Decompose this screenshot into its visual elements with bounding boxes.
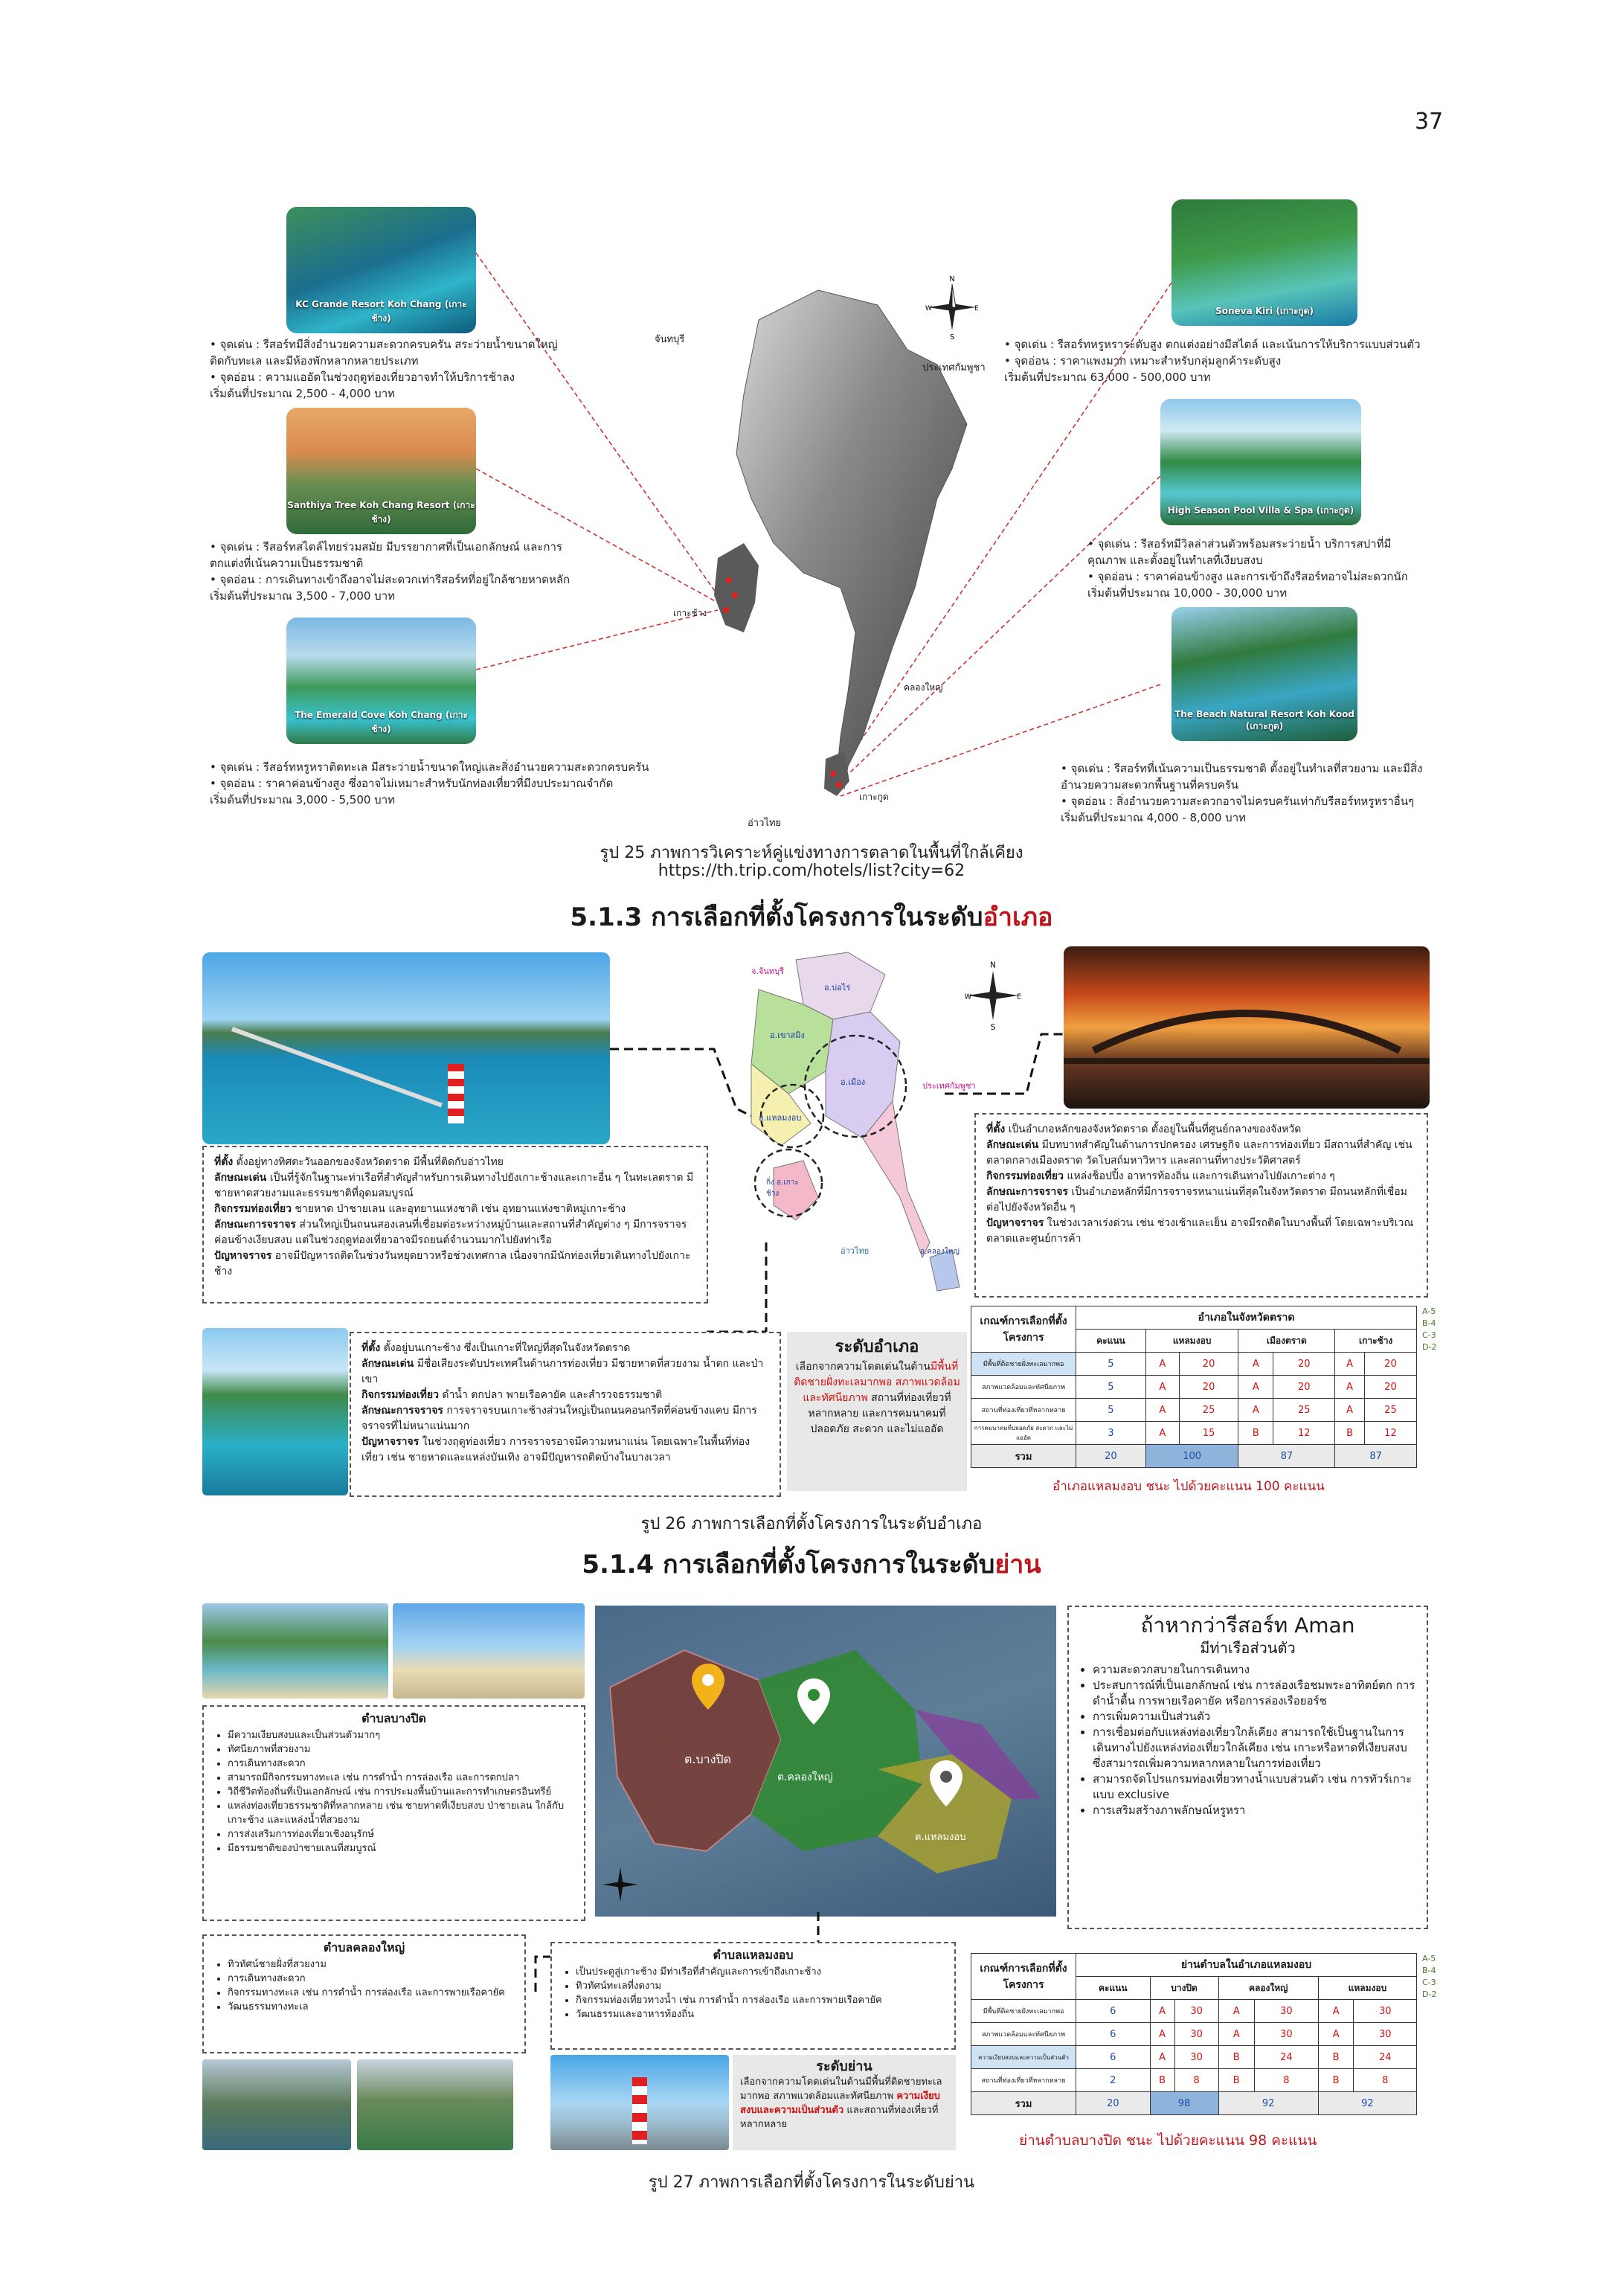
resort-photo-soneva-kiri <box>1172 199 1357 326</box>
section-heading-514: 5.1.4 การเลือกที่ตั้งโครงการในระดับย่าน <box>582 1550 1041 1580</box>
aman-private-pier-box: ถ้าหากว่ารีสอร์ท Aman มีท่าเรือส่วนตัว • ความสะดวกสบายในการเดินทาง • ประสบการณ์ที่เป็นเอกลักษณ์ เช่น การล่องเรือชมพระอาทิตย์ตก การดำน้ำตื้น การพายเรือคายัค หรือการล่องเรือยอร์ช • การเพิ่มความเป็นส่วนตัว • การเชื่อมต่อกับแหล่งท่องเที่ยวใกล้เคียง สามารถใช้เป็นฐานในการเดินทางไปยังแหล่งท่องเที่ยวใกล้เคียง เช่น เกาะหรือหาดที่เงียบสงบ ซึ่งสามารถเพิ่มความหลากหลายในการท่องเที่ยว • สามารถจัดโปรแกรมท่องเที่ยวทางน้ำแบบส่วนตัว เช่น การทัวร์เกาะแบบ exclusive • การเสริมสร้างภาพลักษณ์หรูหรา <box>1067 1606 1428 1929</box>
ko-chang-photo <box>202 1328 348 1495</box>
subdistrict-info-bang-pid: ตำบลบางปิด • มีความเงียบสงบและเป็นส่วนตัวมากๆ • ทัศนียภาพที่สวยงาม • การเดินทางสะดวก • สามารถมีกิจกรรมทางทะเล เช่น การดำน้ำ การล่องเรือ และการตกปลา • วิถีชีวิตท้องถิ่นที่เป็นเอกลักษณ์ เช่น การประมงพื้นบ้านและการทำเกษตรอินทรีย์ • แหล่งท่องเที่ยวธรรมชาติที่หลากหลาย เช่น ชายหาดที่เงียบสงบ ป่าชายเลน ใกล้กับเกาะช้าง และแหล่งน้ำที่สวยงาม • การส่งเสริมการท่องเที่ยวเชิงอนุรักษ์ • มีธรรมชาติของป่าชายเลนที่สมบูรณ์ <box>202 1705 585 1921</box>
resort-desc-emerald-cove: • จุดเด่น : รีสอร์ทหรูหราติดทะเล มีสระว่ายน้ำขนาดใหญ่และสิ่งอำนวยความสะดวกครบครัน • จุดอ่อน : ราคาค่อนข้างสูง ซึ่งอาจไม่เหมาะสำหรับนักท่องเที่ยวที่มีงบประมาณจำกัด เริ่มต้นที่ประมาณ 3,000 - 5,500 บาท <box>210 760 649 807</box>
grade-legend: A-5 B-4 C-3 D-2 <box>1422 1954 1437 1999</box>
map-label-khlong-yai: ต.คลองใหญ่ <box>777 1771 833 1783</box>
map-label-ko-chang: เกาะช้าง <box>673 608 707 618</box>
map-label-bo-rai: อ.บ่อไร่ <box>824 983 851 993</box>
laem-ngop-satellite-map <box>595 1606 1056 1917</box>
aman-title: ถ้าหากว่ารีสอร์ท Aman <box>1140 1613 1355 1638</box>
section-heading-513: 5.1.3 การเลือกที่ตั้งโครงการในระดับอำเภอ <box>570 902 1053 932</box>
resort-desc-santhiya: • จุดเด่น : รีสอร์ทสไตล์ไทยร่วมสมัย มีบรรยากาศที่เป็นเอกลักษณ์ และการ ตกแต่งที่เน้นความเป็นธรรมชาติ • จุดอ่อน : การเดินทางเข้าถึงอาจไม่สะดวกเท่ารีสอร์ทที่อยู่ใกล้ชายหาดหลัก เริ่มต้นที่ประมาณ 3,500 - 7,000 บาท <box>210 540 571 603</box>
resort-photo-kc-grande <box>286 207 476 333</box>
compass-icon <box>598 1859 643 1911</box>
resort-desc-soneva-kiri: • จุดเด่น : รีสอร์ทหรูหราระดับสูง ตกแต่งอย่างมีสไตล์ และเน้นการให้บริการแบบส่วนตัว • จุดอ่อน : ราคาแพงมาก เหมาะสำหรับกลุ่มลูกค้าระดับสูง เริ่มต้นที่ประมาณ 63,000 - 500,000 บาท <box>1004 338 1421 384</box>
district-winner: อำเภอแหลมงอบ ชนะ ไปด้วยคะแนน 100 คะแนน <box>1052 1479 1325 1494</box>
aman-subtitle: มีท่าเรือส่วนตัว <box>1200 1639 1296 1657</box>
map-label-mueang: อ.เมือง <box>841 1077 866 1087</box>
svg-text:S: S <box>949 333 955 341</box>
svg-text:E: E <box>974 305 979 312</box>
resort-desc-high-season: • จุดเด่น : รีสอร์ทมีวิลล่าส่วนตัวพร้อมสระว่ายน้ำ บริการสปาที่มี คุณภาพ และตั้งอยู่ในทำเลที่เงียบสงบ • จุดอ่อน : ราคาค่อนข้างสูง และการเข้าถึงรีสอร์ทอาจไม่สะดวกนัก เริ่มต้นที่ประมาณ 10,000 - 30,000 บาท <box>1087 537 1408 600</box>
resort-name: Soneva Kiri (เกาะกูด) <box>1215 306 1314 316</box>
map-label-gulf: อ่าวไทย <box>748 818 782 829</box>
figure-source-url: https://th.trip.com/hotels/list?city=62 <box>658 862 965 880</box>
figure-caption-25: รูป 25 ภาพการวิเคราะห์คู่แข่งทางการตลาดในพื้นที่ใกล้เคียง <box>600 844 1023 862</box>
subdistrict-title: ตำบลคลองใหญ่ <box>323 1940 405 1955</box>
page-number: 37 <box>1415 109 1444 135</box>
district-level-summary: ระดับอำเภอ เลือกจากความโดดเด่นในด้านมีพื้นที่ติดชายฝั่งทะเลมากพอ สภาพแวดล้อมและทัศนียภาพ สถานที่ท่องเที่ยวที่หลากหลาย และการคมนาคมที่ปลอดภัย สะดวก และไม่แออัด <box>787 1332 967 1491</box>
district-score-table: เกณฑ์การเลือกที่ตั้งโครงการ อำเภอในจังหวัดตราด คะแนน แหลมงอบ เมืองตราด เกาะช้าง มีพื้นที่ติดชายฝั่งทะเลมากพอ 5 A 20 A 20 A 20 สภาพแวดล้อมและทัศนียภาพ 5 A 20 A 20 A 20 สถานที่ท่องเที่ยวที่หลากหลาย 5 A 25 A 25 A 25 การคมนาคมที่ปลอดภัย สะดวก และไม่แออัด 3 A 15 B 12 B 12 รวม 20 100 87 87 <box>971 1306 1417 1468</box>
map-label-cambodia: ประเทศกัมพูชา <box>922 1081 976 1091</box>
map-label-chanthaburi: จันทบุรี <box>655 334 685 345</box>
resort-desc-beach-natural: • จุดเด่น : รีสอร์ทที่เน้นความเป็นธรรมชาติ ตั้งอยู่ในทำเลที่สวยงาม และมีสิ่ง อำนวยความสะดวกพื้นฐานที่ครบครัน • จุดอ่อน : สิ่งอำนวยความสะดวกอาจไม่ครบครันเท่ากับรีสอร์ทหรูหราอื่นๆ เริ่มต้นที่ประมาณ 4,000 - 8,000 บาท <box>1061 762 1423 824</box>
level-title: ระดับย่าน <box>816 2059 872 2074</box>
svg-text:W: W <box>925 305 932 312</box>
subdistrict-info-laem-ngop: ตำบลแหลมงอบ • เป็นประตูสู่เกาะช้าง มีท่าเรือที่สำคัญและการเข้าถึงเกาะช้าง • ทิวทัศน์ทะเลที่งดงาม • กิจกรรมท่องเที่ยวทางน้ำ เช่น การดำน้ำ การล่องเรือ และการพายเรือคายัค • วัฒนธรรมและอาหารท้องถิ่น <box>550 1942 956 2050</box>
district-info-ko-chang: ที่ตั้ง ตั้งอยู่บนเกาะช้าง ซึ่งเป็นเกาะที่ใหญ่ที่สุดในจังหวัดตราด ลักษณะเด่น มีชื่อเสียงระดับประเทศในด้านการท่องเที่ยว มีชายหาดที่สวยงาม น้ำตก และป่าเขา กิจกรรมท่องเที่ยว ดำน้ำ ตกปลา พายเรือคายัค และสำรวจธรรมชาติ ลักษณะการจราจร การจราจรบนเกาะช้างส่วนใหญ่เป็นถนนคอนกรีตที่ค่อนข้างแคบ มีการจราจรที่ไม่หนาแน่นมาก ปัญหาจราจร ในช่วงฤดูท่องเที่ยว การจราจรอาจมีความหนาแน่น โดยเฉพาะในพื้นที่ท่องเที่ยว เช่น ชายหาดและแหล่งบันเทิง อาจมีปัญหารถติดบ้างในบางเวลา <box>350 1332 781 1497</box>
svg-text:S: S <box>990 1022 996 1031</box>
map-label-khlong-yai: อ.คลองใหญ่ <box>920 1248 960 1256</box>
resort-name: KC Grande Resort Koh Chang (เกาะช้าง) <box>295 299 467 324</box>
map-label-gulf: อ่าวไทย <box>841 1246 870 1256</box>
svg-text:N: N <box>949 275 955 283</box>
subdistrict-info-khlong-yai: ตำบลคลองใหญ่ • ทิวทัศน์ชายฝั่งที่สวยงาม • การเดินทางสะดวก • กิจกรรมทางทะเล เช่น การดำน้ำ การล่องเรือ และการพายเรือคายัค • วัฒนธรรมทางทะเล <box>202 1934 526 2053</box>
laem-ngop-lighthouse-photo <box>550 2055 729 2150</box>
resort-name: The Beach Natural Resort Koh Kood (เกาะกูด) <box>1174 709 1354 731</box>
figure-caption-26: รูป 26 ภาพการเลือกที่ตั้งโครงการในระดับอำเภอ <box>640 1515 983 1533</box>
resort-photo-santhiya <box>286 408 476 534</box>
svg-text:W: W <box>964 993 972 1001</box>
resort-desc-kc-grande: • จุดเด่น : รีสอร์ทมีสิ่งอำนวยความสะดวกครบครัน สระว่ายน้ำขนาดใหญ่ ติดกับทะเล และมีห้องพักหลากหลายประเภท • จุดอ่อน : ความแออัดในช่วงฤดูท่องเที่ยวอาจทำให้บริการช้าลง เริ่มต้นที่ประมาณ 2,500 - 4,000 บาท <box>210 338 558 400</box>
grade-legend: A-5 B-4 C-3 D-2 <box>1422 1306 1437 1352</box>
compass-icon <box>922 274 982 341</box>
map-label-ko-kut: เกาะกูด <box>859 792 889 802</box>
subdistrict-level-summary: ระดับย่าน เลือกจากความโดดเด่นในด้านมีพื้นที่ติดชายทะเลมากพอ สภาพแวดล้อมและทัศนียภาพ ความเงียบสงบและความเป็นส่วนตัว และสถานที่ท่องเที่ยวที่หลากหลาย <box>733 2055 956 2150</box>
map-label-khlong-yai: คลองใหญ่ <box>904 682 943 693</box>
map-label-laem-ngop: อ.แหลมงอบ <box>759 1113 802 1123</box>
resort-name: Santhiya Tree Koh Chang Resort (เกาะช้าง) <box>287 500 475 525</box>
resort-name: The Emerald Cove Koh Chang (เกาะช้าง) <box>295 710 468 734</box>
resort-photo-high-season <box>1160 399 1361 525</box>
map-label-chanthaburi: จ.จันทบุรี <box>751 966 785 976</box>
resort-name: High Season Pool Villa & Spa (เกาะกูด) <box>1167 505 1354 516</box>
bang-pid-photo-2 <box>393 1603 585 1699</box>
district-info-laem-ngop: ที่ตั้ง ตั้งอยู่ทางทิศตะวันออกของจังหวัดตราด มีพื้นที่ติดกับอ่าวไทย ลักษณะเด่น เป็นที่รู้จักในฐานะท่าเรือที่สำคัญสำหรับการเดินทางไปยังเกาะช้างและเกาะอื่น ๆ ในทะเลตราด มีชายหาดสวยงามและธรรมชาติที่อุดมสมบูรณ์ กิจกรรมท่องเที่ยว ชายหาด ป่าชายเลน และอุทยานแห่งชาติ เช่น อุทยานแห่งชาติหมู่เกาะช้าง ลักษณะการจราจร ส่วนใหญ่เป็นถนนสองเลนที่เชื่อมต่อระหว่างหมู่บ้านและสถานที่สำคัญต่าง ๆ มีการจราจรค่อนข้างเงียบสงบ แต่ในช่วงฤดูท่องเที่ยวอาจมีรถยนต์จำนวนมากไปยังท่าเรือ ปัญหาจราจร อาจมีปัญหารถติดในช่วงวันหยุดยาวหรือช่วงเทศกาล เนื่องจากมีนักท่องเที่ยวเดินทางไปยังเกาะช้าง <box>202 1146 708 1303</box>
subdistrict-score-table: เกณฑ์การเลือกที่ตั้งโครงการ ย่านตำบลในอำเภอแหลมงอบ คะแนน บางปิด คลองใหญ่ แหลมงอบ มีพื้นที่ติดชายฝั่งทะเลมากพอ 6 A 30 A 30 A 30 สภาพแวดล้อมและทัศนียภาพ 6 A 30 A 30 A 30 ความเงียบสงบและความเป็นส่วนตัว 6 A 30 B 24 B 24 สถานที่ท่องเที่ยวที่หลากหลาย 2 B 8 B 8 B 8 รวม 20 98 92 92 <box>971 1953 1417 2115</box>
level-title: ระดับอำเภอ <box>835 1338 919 1356</box>
map-label-laem-ngop: ต.แหลมงอบ <box>915 1832 966 1843</box>
khlong-yai-photo-1 <box>202 2059 351 2150</box>
svg-text:N: N <box>990 960 996 970</box>
resort-photo-beach-natural <box>1172 607 1357 741</box>
subdistrict-winner: ย่านตำบลบางปิด ชนะ ไปด้วยคะแนน 98 คะแนน <box>1019 2132 1317 2149</box>
district-info-mueang: ที่ตั้ง เป็นอำเภอหลักของจังหวัดตราด ตั้งอยู่ในพื้นที่ศูนย์กลางของจังหวัด ลักษณะเด่น มีบทบาทสำคัญในด้านการปกครอง เศรษฐกิจ และการท่องเที่ยว มีสถานที่สำคัญ เช่น ตลาดกลางเมืองตราด วัดโบสถ์มหาวิหาร และสถานที่ทางประวัติศาสตร์ กิจกรรมท่องเที่ยว แหล่งช็อปปิ้ง อาหารท้องถิ่น และการเดินทางไปยังเกาะต่าง ๆ ลักษณะการจราจร เป็นอำเภอหลักที่มีการจราจรหนาแน่นที่สุดในจังหวัดตราด มีถนนหลักที่เชื่อมต่อไปยังจังหวัดอื่น ๆ ปัญหาจราจร ในช่วงเวลาเร่งด่วน เช่น ช่วงเช้าและเย็น อาจมีรถติดในบางพื้นที่ โดยเฉพาะบริเวณตลาดและศูนย์การค้า <box>974 1113 1428 1298</box>
khlong-yai-photo-2 <box>357 2059 513 2150</box>
figure-caption-27: รูป 27 ภาพการเลือกที่ตั้งโครงการในระดับย่าน <box>648 2173 975 2192</box>
resort-photo-emerald-cove <box>286 618 476 744</box>
map-label-cambodia: ประเทศกัมพูชา <box>922 362 986 373</box>
bang-pid-photo-1 <box>202 1603 388 1699</box>
map-label-khao-saming: อ.เขาสมิง <box>770 1030 805 1040</box>
map-label-ko-chang: กิ่ง อ.เกาะช้าง <box>766 1179 799 1198</box>
map-label-bang-pid: ต.บางปิด <box>684 1752 731 1766</box>
subdistrict-title: ตำบลบางปิด <box>361 1711 426 1725</box>
svg-text:E: E <box>1017 993 1022 1001</box>
subdistrict-title: ตำบลแหลมงอบ <box>713 1948 794 1962</box>
